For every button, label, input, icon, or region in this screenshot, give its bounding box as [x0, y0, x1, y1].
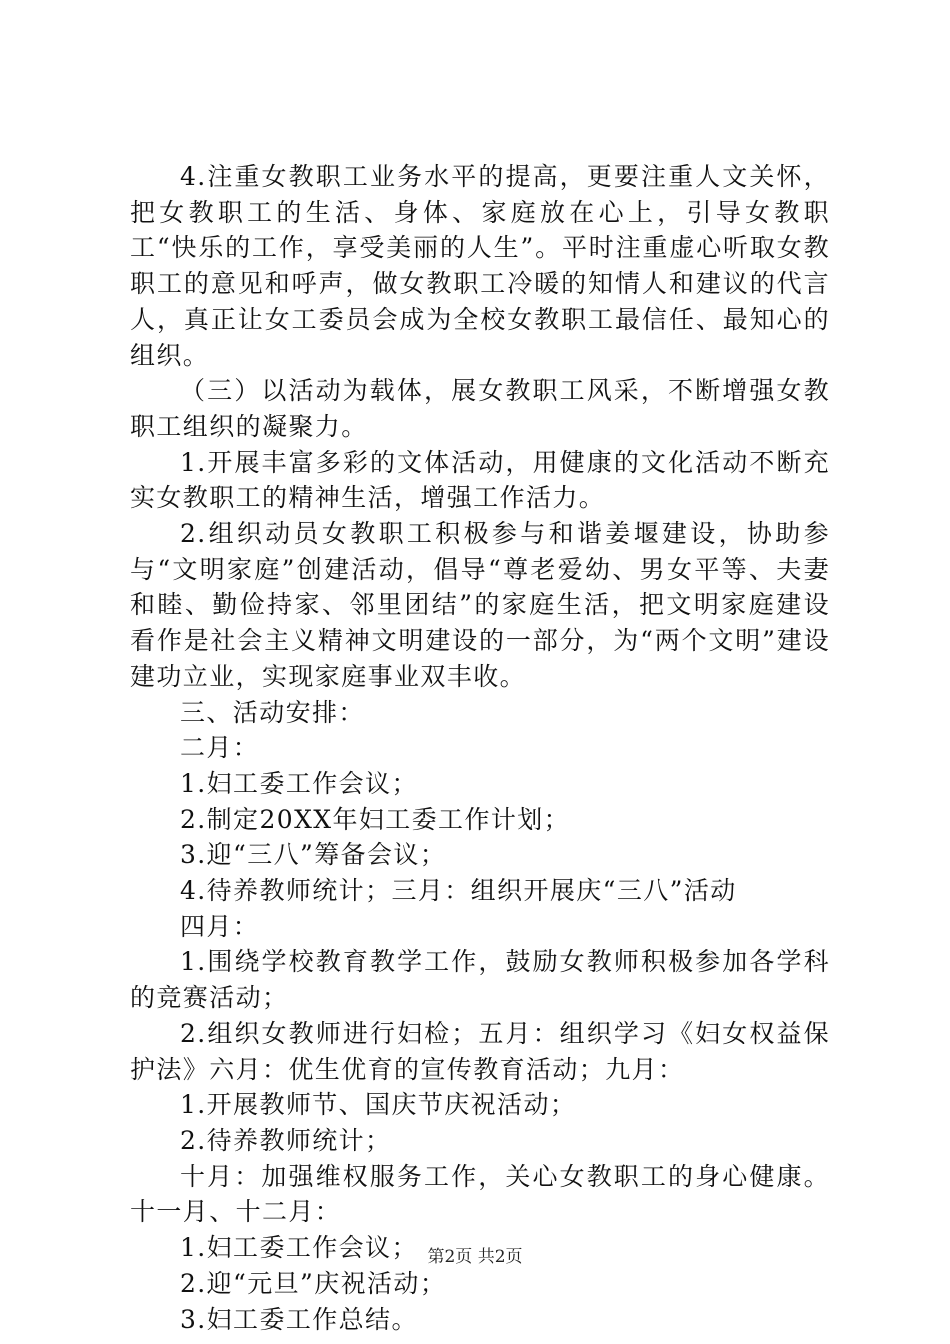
list-item: 2.迎“元旦”庆祝活动；: [180, 1268, 447, 1298]
paragraph: 十月：加强维权服务工作，关心女教职工的身心健康。十一月、十二月：: [130, 1161, 830, 1227]
paragraph: 4.注重女教职工业务水平的提高，更要注重人文关怀，把女教职工的生活、身体、家庭放在心上，引导女教职工“快乐的工作，享受美丽的人生”。平时注重虚心听取女教职工的意见和呼声，做女教职工冷暖的知情人和建议的代言人，真正让女工委员会成为全校女教职工最信任、最知心的组织。: [130, 162, 830, 370]
month-heading: 四月：: [180, 911, 260, 941]
section-heading: 三、活动安排：: [180, 697, 365, 727]
list-item: 1.妇工委工作会议；: [180, 1233, 418, 1263]
list-item: 3.妇工委工作总结。: [180, 1304, 418, 1334]
paragraph: 2.组织动员女教职工积极参与和谐姜堰建设，协助参与“文明家庭”创建活动，倡导“尊老爱幼、男女平等、夫妻和睦、勤俭持家、邻里团结”的家庭生活，把文明家庭建设看作是社会主义精神文明建设的一部分，为“两个文明”建设建功立业，实现家庭事业双丰收。: [130, 519, 830, 691]
page-footer: 第2页 共2页: [427, 1247, 523, 1267]
document-body: [130, 159, 830, 1337]
list-item: 2.组织女教师进行妇检；五月：组织学习《妇女权益保护法》六月：优生优育的宣传教育活动；九月：: [130, 1018, 830, 1084]
list-item: 1.围绕学校教育教学工作，鼓励女教师积极参加各学科的竞赛活动；: [130, 947, 830, 1013]
list-item: 4.待养教师统计；三月：组织开展庆“三八”活动: [180, 876, 737, 906]
month-heading: 二月：: [180, 733, 260, 763]
list-item: 2.制定20XX年妇工委工作计划；: [180, 804, 571, 834]
list-item: 1.妇工委工作会议；: [180, 768, 418, 798]
list-item: 2.待养教师统计；: [180, 1125, 392, 1155]
list-item: 3.迎“三八”筹备会议；: [180, 840, 447, 870]
list-item: 1.开展教师节、国庆节庆祝活动；: [180, 1090, 577, 1120]
paragraph: （三）以活动为载体，展女教职工风采，不断增强女教职工组织的凝聚力。: [130, 376, 830, 441]
paragraph: 1.开展丰富多彩的文体活动，用健康的文化活动不断充实女教职工的精神生活，增强工作活力。: [130, 447, 830, 513]
